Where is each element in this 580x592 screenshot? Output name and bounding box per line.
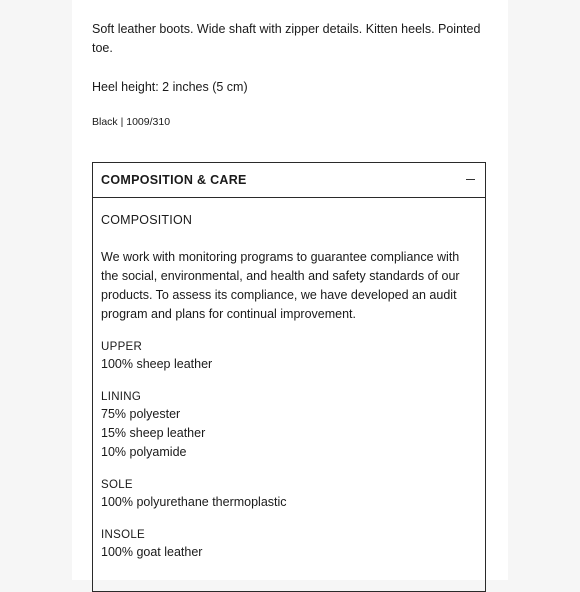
color-reference: Black | 1009/310 xyxy=(92,116,171,128)
section-title: COMPOSITION xyxy=(101,213,193,227)
part-lining xyxy=(101,389,477,462)
part-name: INSOLE xyxy=(101,529,145,541)
heel-height: Heel height: 2 inches (5 cm) xyxy=(92,80,248,94)
part-material: 15% sheep leather xyxy=(101,426,206,440)
part-name: UPPER xyxy=(101,341,143,353)
part-material: 100% sheep leather xyxy=(101,357,213,371)
compliance-text: We work with monitoring programs to guarantee compliance with the social, environmental, and health and safety standards of our products. To assess its compliance, we have developed an audit program and plans for continual improvement. xyxy=(101,250,460,321)
part-upper xyxy=(101,339,477,374)
accordion-title: COMPOSITION & CARE xyxy=(101,173,247,187)
part-insole xyxy=(101,527,477,562)
part-material: 75% polyester xyxy=(101,407,181,421)
part-sole xyxy=(101,477,477,512)
part-material: 10% polyamide xyxy=(101,445,187,459)
part-material: 100% polyurethane thermoplastic xyxy=(101,495,287,509)
accordion-header[interactable] xyxy=(93,163,485,198)
part-material: 100% goat leather xyxy=(101,545,203,559)
product-description: Soft leather boots. Wide shaft with zipper details. Kitten heels. Pointed toe. xyxy=(92,22,481,55)
composition-care-accordion xyxy=(92,162,486,592)
minus-icon[interactable] xyxy=(466,179,475,180)
part-name: SOLE xyxy=(101,479,133,491)
part-name: LINING xyxy=(101,391,142,403)
accordion-body xyxy=(93,212,485,562)
